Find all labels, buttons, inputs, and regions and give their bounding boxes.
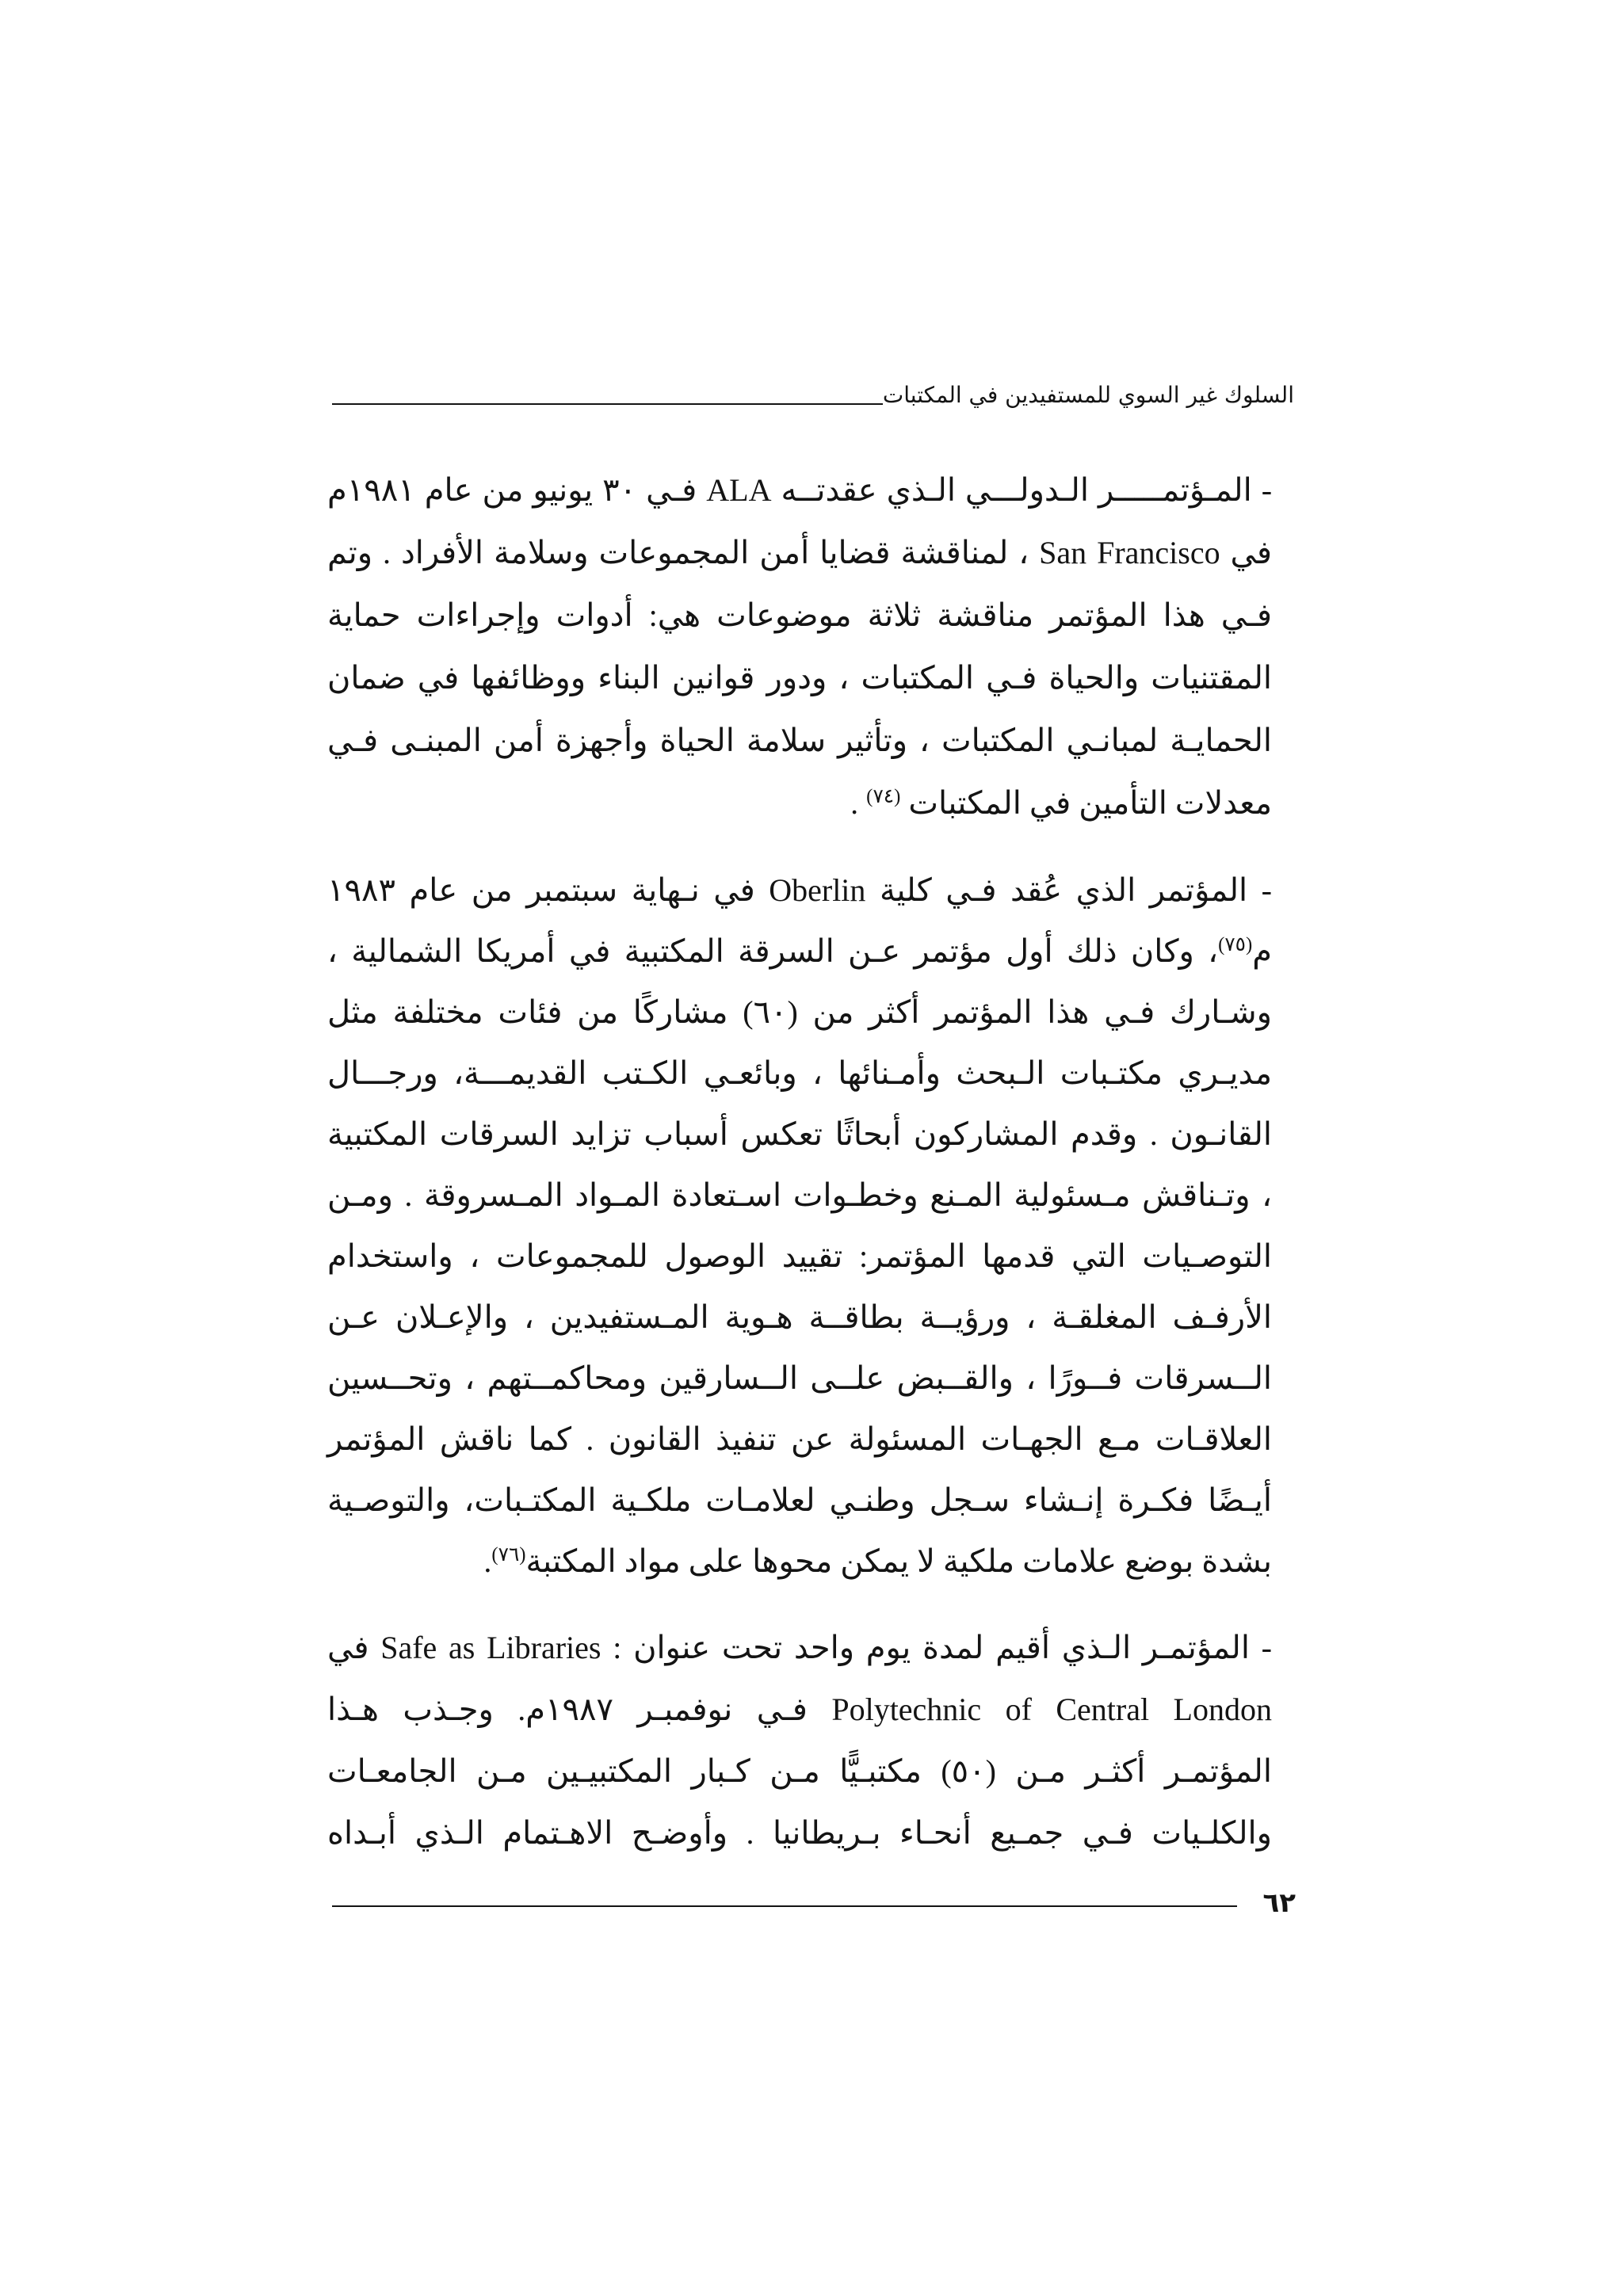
page-number: ٦٢ (1262, 1887, 1296, 1919)
line-text: والكلـيات فـي جمـيع أنحـاء بـريطانيا . وأوضـح الاهـتمام الـذي أبـداه (327, 1815, 1272, 1851)
line-text: - المؤتمر الذي عُقد فـي كلية Oberlin في نـهاية سبتمبر من عام ١٩٨٣ (327, 872, 1272, 908)
text-line (327, 772, 1272, 834)
text-line (327, 1348, 1272, 1409)
line-text: الحمايـة لمبانـي المكتبات ، وتأثير سلامة الحياة وأجهزة أمن المبنـى فـي (327, 723, 1272, 758)
text-line (327, 860, 1272, 921)
line-text: العلاقـات مـع الجهـات المسئولة عن تنفيذ القانون . كما ناقش المؤتمر (327, 1421, 1272, 1457)
line-text: وشـارك فـي هذا المؤتمر أكثر من (٦٠) مشاركًا من فئات مختلفة مثل (327, 994, 1272, 1030)
line-text: - المـؤتمـــــر الـدولـــي الـذي عقدتــه ALA فـي ٣٠ يونيو من عام ١٩٨١م (327, 472, 1273, 508)
text-line (327, 459, 1272, 521)
text-line (327, 1802, 1272, 1864)
text-line (327, 1043, 1272, 1104)
line-text: الأرفـف المغلقـة ، ورؤيــة بطاقــة هـوية المـستفيدين ، والإعـلان عـن (327, 1299, 1272, 1335)
line-text: التوصـيات التي قدمها المؤتمر: تقييد الوصول للمجموعات ، واستخدام (327, 1238, 1272, 1274)
text-line (327, 982, 1272, 1043)
text-line (327, 1104, 1272, 1165)
line-text: الــسرقات فــورًا ، والقــبض علــى الــسارقين ومحاكمــتهم ، وتحــسين (327, 1360, 1272, 1396)
footnote-ref: (٧٦) (491, 1544, 526, 1566)
text-line (327, 1409, 1272, 1470)
text-line (327, 1679, 1272, 1741)
text-line (327, 1165, 1272, 1226)
text-line (327, 584, 1272, 646)
line-tail: . (850, 785, 867, 821)
line-text: المؤتمـر أكثـر مـن (٥٠) مكتبـيًّا مـن كـبار المكتبيـين مـن الجامعـات (327, 1753, 1272, 1789)
text-line (327, 521, 1272, 584)
line-text: فـي هذا المؤتمر مناقشة ثلاثة موضوعات هي: أدوات وإجراءات حماية (327, 597, 1272, 633)
footer-rule (332, 1905, 1237, 1907)
line-text: المقتنيات والحياة فـي المكتبات ، ودور قوانين البناء ووظائفها في ضمان (327, 660, 1273, 696)
text-line (327, 1226, 1272, 1287)
line-tail: . (483, 1543, 492, 1579)
line-text: ، وتـناقش مـسئولية المـنع وخطـوات اسـتعادة المـواد المـسروقة . ومـن (327, 1177, 1272, 1213)
text-line (327, 646, 1272, 709)
line-tail: ، وكان ذلك أول مؤتمر عـن السرقة المكتبية في أمريكا الشمالية ، (327, 933, 1219, 969)
line-text: أيـضًا فكـرة إنـشاء سـجل وطنـي لعلامـات ملكـية المكتـبات، والتوصـية (327, 1482, 1272, 1518)
paragraph-1 (327, 459, 1272, 834)
line-text: - المؤتمـر الـذي أقيم لمدة يوم واحد تحت عنوان : Safe as Libraries في (327, 1630, 1272, 1665)
footnote-ref: (٧٤) (866, 786, 901, 808)
line-text: معدلات التأمين في المكتبات (900, 785, 1272, 821)
text-line (327, 1741, 1272, 1802)
paragraph-2 (327, 860, 1272, 1592)
line-text: بشدة بوضع علامات ملكية لا يمكن محوها على مواد المكتبة (525, 1543, 1272, 1579)
text-line (327, 709, 1272, 772)
line-text: مديـري مكتـبات الـبحث وأمـنائها ، وبائعـي الكـتب القديمـــة، ورجـــال (327, 1055, 1272, 1091)
text-line (327, 1470, 1272, 1531)
text-line (327, 1617, 1272, 1679)
text-line (327, 1531, 1272, 1592)
page-footer (332, 1886, 1296, 1920)
line-text: في San Francisco ، لمناقشة قضايا أمن المجموعات وسلامة الأفراد . وتم (327, 535, 1272, 570)
line-text: Polytechnic of Central London فـي نوفمبـر ١٩٨٧م. وجـذب هـذا (327, 1691, 1272, 1727)
text-line (327, 1287, 1272, 1348)
running-head (332, 379, 1294, 410)
running-head-rule (332, 403, 883, 405)
running-head-title: السلوك غير السوي للمستفيدين في المكتبات (882, 382, 1294, 408)
paragraph-3 (327, 1617, 1272, 1864)
text-line (327, 921, 1272, 982)
footnote-ref: (٧٥) (1218, 934, 1253, 956)
line-text: القانـون . وقدم المشاركون أبحاثًا تعكس أسباب تزايد السرقات المكتبية (327, 1116, 1272, 1152)
line-text: م (1252, 933, 1272, 969)
